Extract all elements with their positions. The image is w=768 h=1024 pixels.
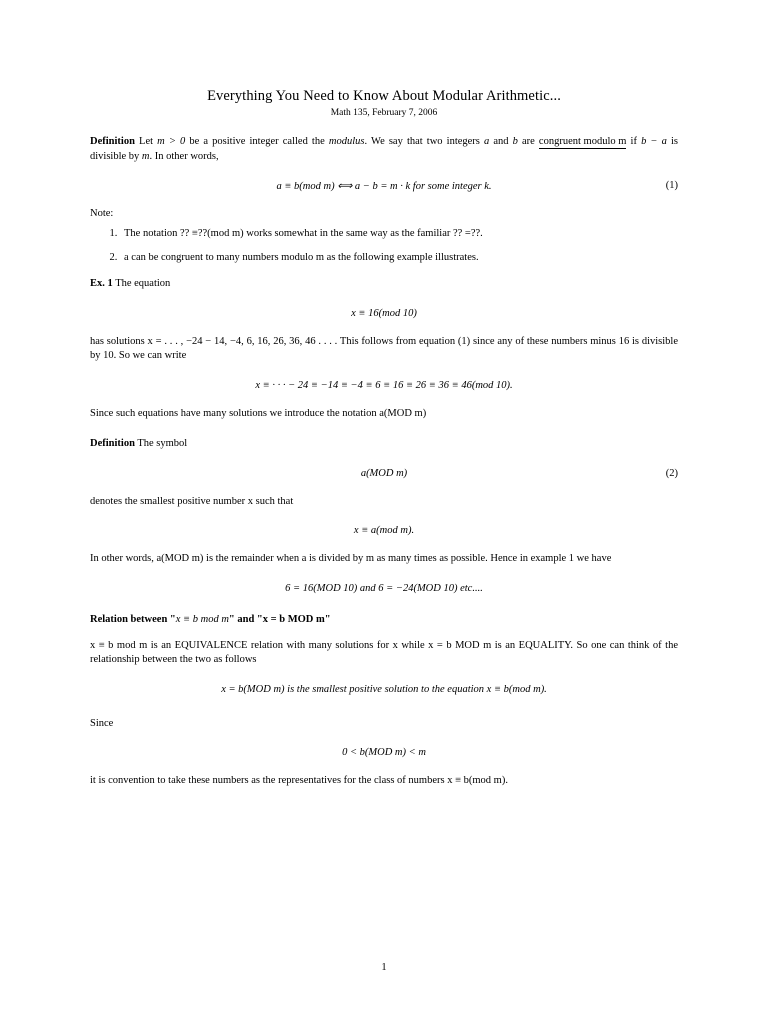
definition-2-label: Definition [90,438,135,449]
relation-heading-congruence: x ≡ b mod m [175,613,229,625]
definition-1-var-m: m [141,150,150,162]
equation-1-body: a ≡ b(mod m) ⟺ a − b = m · k for some integer k. [276,181,492,192]
page-subtitle: Math 135, February 7, 2006 [330,108,438,118]
equation-smallest-body: x ≡ a(mod m). [353,525,415,536]
definition-1-text-e: are [517,136,535,147]
page-title: Everything You Need to Know About Modular Arithmetic... [207,88,561,104]
page-number: 1 [381,962,387,973]
definition-2-text: The symbol [134,438,188,449]
relation-heading-part-e: " [324,613,331,625]
since-paragraph: Since [90,717,114,729]
equation-example-1-body: x ≡ 16(mod 10) [351,307,417,319]
definition-1-text-c: . We say that two integers [364,136,484,147]
equation-congruence-chain [90,380,678,391]
equation-smallest [90,525,678,536]
list-item: 1. The notation ?? ≡??(mod m) works somewhat in the same way as the familiar ?? =??. [120,227,678,242]
list-item: 2. a can be congruent to many numbers modulo m as the following example illustrates. [120,251,678,266]
definition-1-modulus-word: modulus [328,136,365,147]
definition-1-text-a: Let [134,136,158,147]
relation-heading-part-c: " and " [228,613,263,625]
definition-1-text-b: be a positive integer called the [185,136,329,147]
equation-bounds [90,747,678,758]
equation-relation-body: x = b(MOD m) is the smallest positive solution to the equation x ≡ b(mod m). [221,683,547,695]
example-1-label: Ex. 1 [90,278,113,289]
relation-heading [90,614,678,625]
document-body [90,88,678,799]
definition-1-text-d: and [489,136,513,147]
definition-1-paragraph [90,135,678,164]
example-1-paragraph [90,277,678,292]
definition-2-paragraph [90,437,678,452]
definition-1-text-g: is divisible by [90,136,678,162]
equation-2-number: (2) [665,467,678,479]
definition-1-label: Definition [90,136,135,147]
equation-examples-body: 6 = 16(MOD 10) and 6 = −24(MOD 10) etc.... [285,582,483,594]
solutions-paragraph: has solutions x = . . . , −24 − 14, −4, 6, 16, 26, 36, 46 . . . . This follows from equation (1) since any of these numbers minus 16 is divisible by 10. So we can write [90,335,678,361]
notation-intro-paragraph: Since such equations have many solutions we introduce the notation a(MOD m) [90,407,427,419]
equation-1-number: (1) [665,180,678,191]
example-1-text: The equation [112,278,171,289]
convention-paragraph: it is convention to take these numbers as the representatives for the class of numbers x ≡ b(mod m). [90,775,508,786]
definition-1-var-a: a [484,136,490,147]
notes-list [90,227,678,265]
definition-1-modulus-condition: m > 0 [157,136,186,147]
denotes-paragraph: denotes the smallest positive number x such that [90,495,294,507]
equivalence-paragraph: x ≡ b mod m is an EQUIVALENCE relation with many solutions for x while x = b MOD m is an EQUALITY. So one can think of the relationship between the two as follows [90,639,678,665]
equation-2-body: a(MOD m) [360,467,408,479]
equation-relation [90,684,678,695]
definition-1-text-f: if [626,136,642,147]
equation-examples [90,583,678,594]
note-label: Note: [90,208,114,219]
definition-1-var-b: b [512,136,518,147]
equation-1 [90,180,678,192]
equation-bounds-body: 0 < b(MOD m) < m [342,747,426,758]
remainder-paragraph: In other words, a(MOD m) is the remainder when a is divided by m as many times as possible. Hence in example 1 we have [90,553,612,564]
definition-1-text-h: . In other words, [149,150,219,162]
relation-heading-equality: x = b MOD m [262,613,325,625]
equation-2 [90,468,678,479]
definition-1-expr-ba: b − a [641,136,667,147]
equation-example-1 [90,308,678,319]
equation-congruence-chain-body: x ≡ · · · − 24 ≡ −14 ≡ −4 ≡ 6 ≡ 16 ≡ 26 ≡ 36 ≡ 46(mod 10). [255,379,513,391]
relation-heading-part-a: Relation between " [90,613,176,625]
definition-1-underlined-term: congruent modulo m [538,136,627,147]
